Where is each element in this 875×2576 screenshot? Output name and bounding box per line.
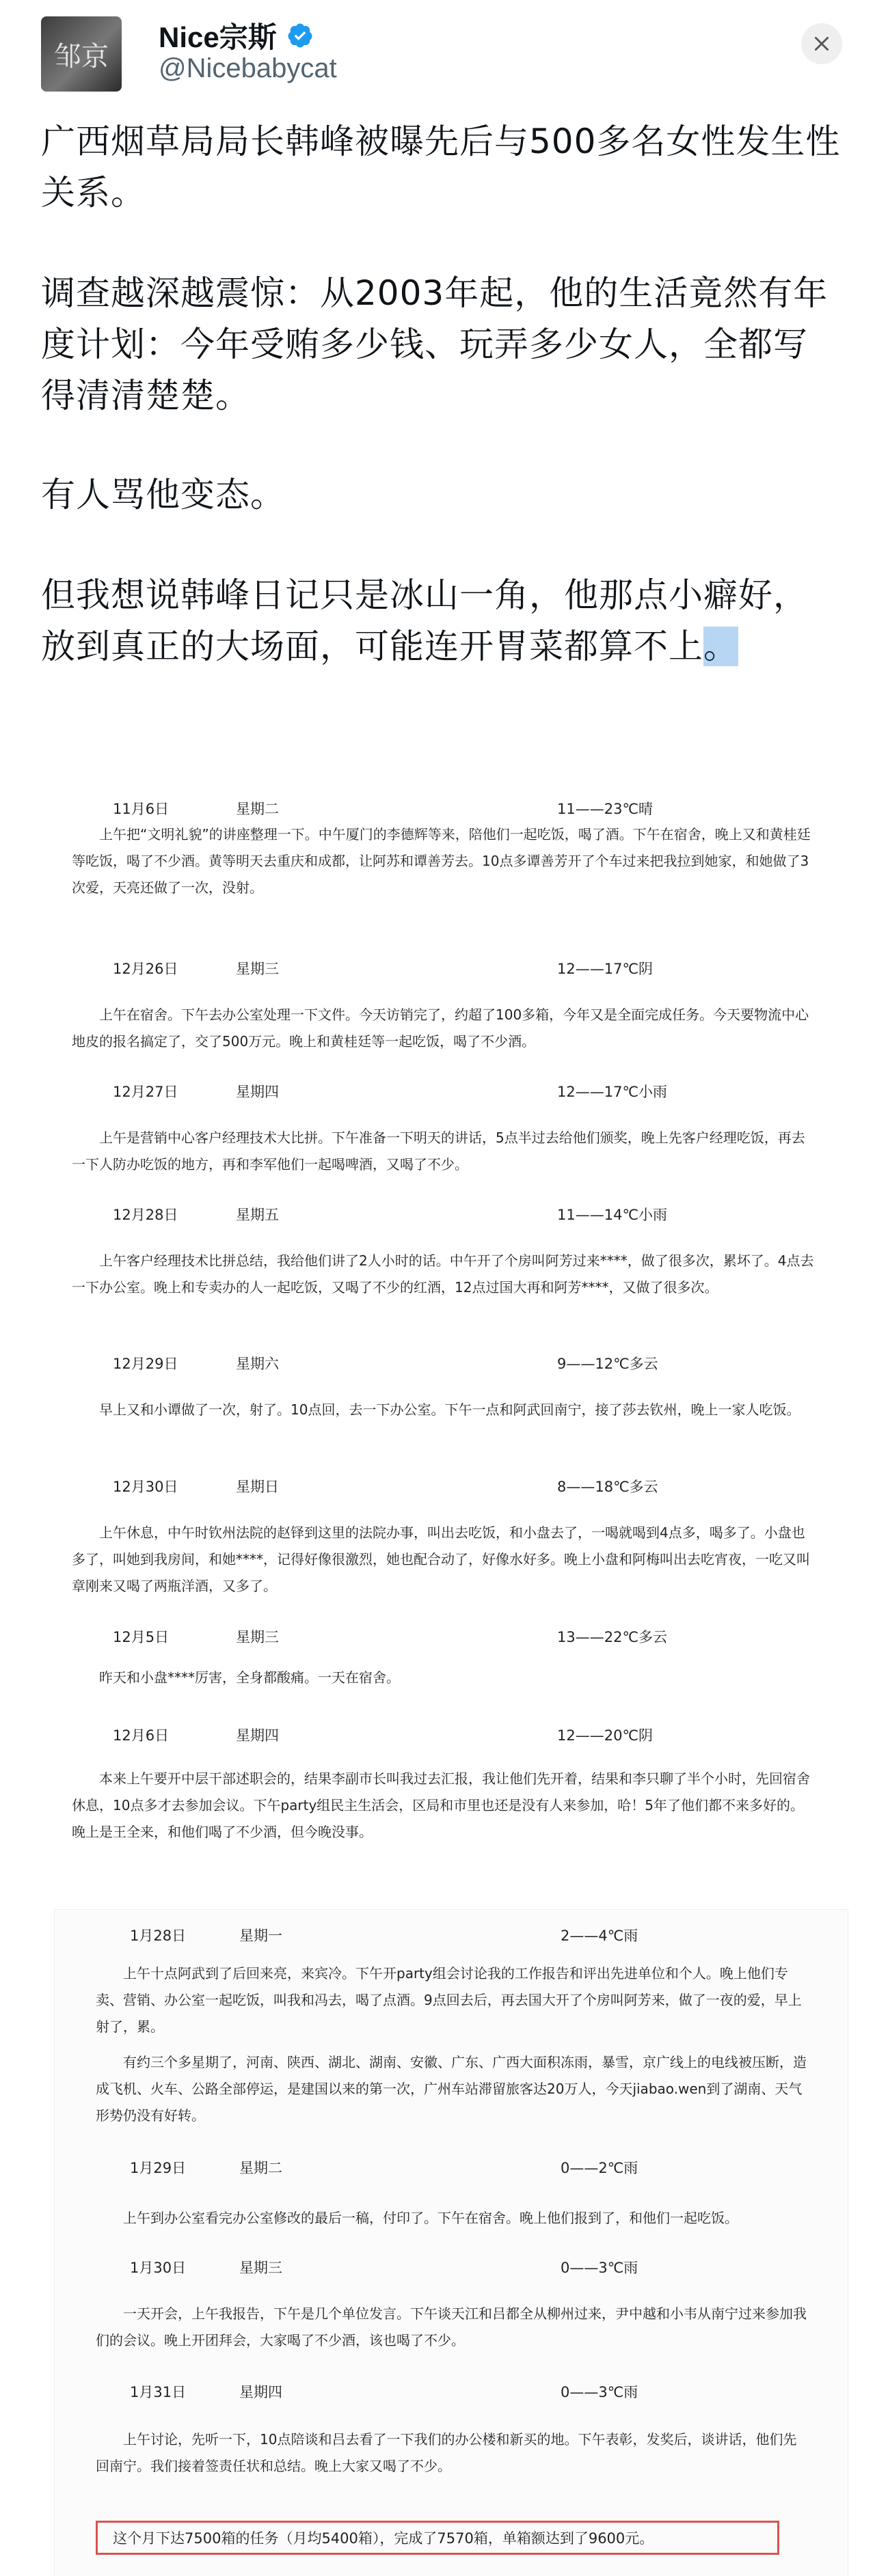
entry-date: 12月30日: [113, 1479, 178, 1495]
entry-weather: 0——2℃雨: [561, 2160, 638, 2176]
diary-entry-text: 上午讨论，先听一下，10点陪谈和吕去看了一下我们的办公楼和新买的地。下午表彰，发奖后，谈讲话，他们先回南宁。我们接着签责任状和总结。晚上大家又喝了不少。: [96, 2431, 797, 2474]
entry-date: 12月26日: [113, 961, 178, 977]
entry-weekday: 星期日: [236, 1479, 279, 1495]
entry-weather: 11——23℃晴: [557, 801, 654, 817]
entry-weekday: 星期三: [236, 1629, 279, 1645]
entry-date: 1月28日: [130, 1928, 187, 1944]
entry-weather: 8——18℃多云: [557, 1479, 658, 1495]
entry-weather: 12——17℃阴: [557, 961, 654, 977]
tweet-paragraph-4-text: 但我想说韩峰日记只是冰山一角，他那点小癖好，放到真正的大场面，可能连开胃菜都算不上: [41, 575, 808, 666]
entry-weekday: 星期一: [239, 1928, 282, 1944]
close-icon[interactable]: [801, 23, 842, 64]
entry-date: 12月5日: [113, 1629, 170, 1645]
entry-weather: 11——14℃小雨: [557, 1207, 668, 1223]
entry-weekday: 星期三: [239, 2260, 282, 2276]
entry-weekday: 星期六: [236, 1356, 279, 1372]
entry-date: 12月27日: [113, 1084, 178, 1100]
name-row: [159, 15, 314, 56]
user-handle[interactable]: @Nicebabycat: [159, 53, 337, 83]
tweet-paragraph-4: [41, 570, 841, 672]
tweet-header: [0, 0, 875, 102]
diary-image-1[interactable]: [31, 798, 848, 1872]
entry-date: 12月28日: [113, 1207, 178, 1223]
diary-entry-text: 昨天和小盘****厉害，全身都酸痛。一天在宿舍。: [99, 1669, 400, 1686]
entry-weather: 2——4℃雨: [561, 1928, 638, 1944]
entry-weekday: 星期四: [239, 2384, 282, 2400]
tweet-paragraph-3: 有人骂他变态。: [41, 475, 285, 515]
entry-weather: 13——22℃多云: [557, 1629, 668, 1645]
entry-weather: 12——20℃阴: [557, 1727, 654, 1744]
diary-entry-text: 早上又和小谭做了一次，射了。10点回，去一下办公室。下午一点和阿武回南宁，接了莎去钦州，晚上一家人吃饭。: [99, 1401, 800, 1418]
tweet-body: [41, 116, 841, 722]
entry-weather: 0——3℃雨: [561, 2384, 638, 2400]
diary-entry-text: 上午到办公室看完办公室修改的最后一稿，付印了。下午在宿舍。晚上他们报到了，和他们一起吃饭。: [123, 2210, 738, 2226]
entry-weather: 0——3℃雨: [561, 2260, 638, 2276]
diary-entry-text: 一天开会，上午我报告，下午是几个单位发言。下午谈天江和吕都全从柳州过来，尹中越和小韦从南宁过来参加我们的会议。晚上开团拜会，大家喝了不少酒，该也喝了不少。: [96, 2305, 807, 2348]
entry-weekday: 星期二: [239, 2160, 282, 2176]
diary-entry-text: 上午客户经理技术比拼总结，我给他们讲了2人小时的话。中午开了个房叫阿芳过来****，做了很多次，累坏了。4点去一下办公室。晚上和专卖办的人一起吃饭，又喝了不少的红酒，12点过国大再和阿芳****，又做了很多次。: [72, 1252, 814, 1296]
entry-weather: 9——12℃多云: [557, 1356, 658, 1372]
monthly-summary-box: [96, 2521, 779, 2555]
display-name[interactable]: Nice宗斯: [159, 21, 277, 53]
text-selection-highlight[interactable]: 。: [703, 627, 738, 666]
entry-date: 12月29日: [113, 1356, 178, 1372]
entry-weekday: 星期四: [236, 1084, 279, 1100]
entry-date: 1月29日: [130, 2160, 187, 2176]
diary-entry-text: 有约三个多星期了，河南、陕西、湖北、湖南、安徽、广东、广西大面积冻雨，暴雪，京广线上的电线被压断，造成飞机、火车、公路全部停运，是建国以来的第一次，广州车站滞留旅客达20万人，今天jiabao.wen到了湖南、天气形势仍没有好转。: [96, 2054, 807, 2124]
x-mark-icon: [813, 35, 831, 53]
diary-entry-text: 上午十点阿武到了后回来亮，来宾冷。下午开party组会讨论我的工作报告和评出先进单位和个人。晚上他们专卖、营销、办公室一起吃饭，叫我和冯去，喝了点酒。9点回去后，再去国大开了个房叫阿芳来，做了一夜的爱，早上射了，累。: [96, 1965, 802, 2035]
diary-entry-text: 上午是营销中心客户经理技术大比拼。下午准备一下明天的讲话，5点半过去给他们颁奖，晚上先客户经理吃饭，再去一下人防办吃饭的地方，再和李军他们一起喝啤酒，又喝了不少。: [72, 1129, 805, 1173]
entry-date: 12月6日: [113, 1727, 170, 1744]
entry-date: 1月30日: [130, 2260, 187, 2276]
tweet-paragraph-1: 广西烟草局局长韩峰被曝先后与500多名女性发生性关系。: [41, 122, 841, 213]
verified-badge-icon: [286, 22, 314, 49]
avatar[interactable]: 邹京: [41, 16, 122, 92]
entry-date: 11月6日: [113, 801, 170, 817]
diary-entry-text: 本来上午要开中层干部述职会的，结果李副市长叫我过去汇报，我让他们先开着，结果和李只聊了半个小时，先回宿舍休息，10点多才去参加会议。下午party组民主生活会，区局和市里也还是没有人来参加，哈！5年了他们都不来多好的。晚上是王全来，和他们喝了不少酒，但今晚没事。: [72, 1770, 810, 1840]
diary-image-2[interactable]: [55, 1910, 848, 2576]
tweet-paragraph-2: 调查越深越震惊：从2003年起，他的生活竟然有年度计划：今年受贿多少钱、玩弄多少女人，全都写得清清楚楚。: [41, 273, 829, 415]
monthly-summary-text: 这个月下达7500箱的任务（月均5400箱），完成了7570箱，单箱额达到了9600元。: [113, 2530, 654, 2547]
entry-weekday: 星期三: [236, 961, 279, 977]
entry-weather: 12——17℃小雨: [557, 1084, 668, 1100]
entry-date: 1月31日: [130, 2384, 187, 2400]
entry-weekday: 星期二: [236, 801, 279, 817]
entry-weekday: 星期四: [236, 1727, 279, 1744]
diary-entry-text: 上午把“文明礼貌”的讲座整理一下。中午厦门的李德辉等来，陪他们一起吃饭，喝了酒。下午在宿舍，晚上又和黄桂廷等吃饭，喝了不少酒。黄等明天去重庆和成都，让阿苏和谭善芳去。10点多谭善芳开了个车过来把我拉到她家，和她做了3次爱，天亮还做了一次，没射。: [72, 826, 811, 896]
diary-entry-text: 上午休息，中午时钦州法院的赵铎到这里的法院办事，叫出去吃饭，和小盘去了，一喝就喝到4点多，喝多了。小盘也多了，叫她到我房间，和她****，记得好像很激烈，她也配合动了，好像水好多。晚上小盘和阿梅叫出去吃宵夜，一吃又叫章刚来又喝了两瓶洋酒，又多了。: [72, 1524, 810, 1594]
entry-weekday: 星期五: [236, 1207, 279, 1223]
diary-entry-text: 上午在宿舍。下午去办公室处理一下文件。今天访销完了，约超了100多箱，今年又是全面完成任务。今天要物流中心地皮的报名搞定了，交了500万元。晚上和黄桂廷等一起吃饭，喝了不少酒。: [72, 1006, 809, 1050]
